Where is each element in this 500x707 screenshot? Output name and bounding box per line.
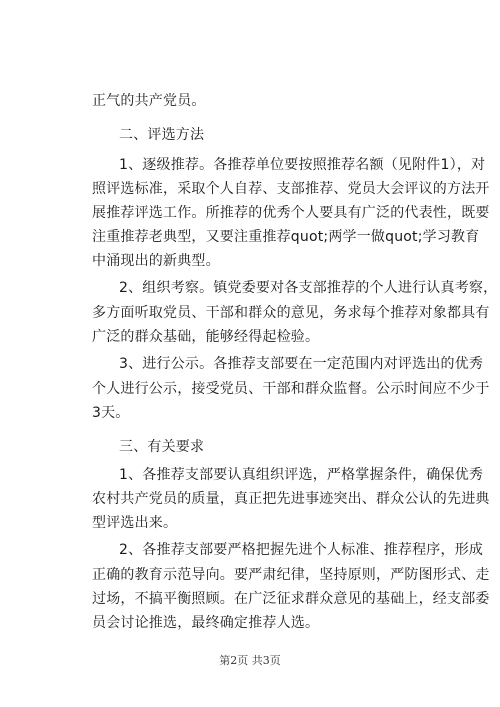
- text-line: 1、各推荐支部要认真组织评选，严格掌握条件，确保优秀: [119, 467, 484, 483]
- section-heading: 三、有关要求: [119, 439, 205, 455]
- text-line: 正气的共产党员。: [92, 93, 206, 109]
- text-line: 中涌现出的新典型。: [92, 253, 220, 269]
- text-line: 2、各推荐支部要严格把握先进个人标准、推荐程序，形成: [119, 542, 484, 558]
- text-line: 注重推荐老典型，又要注重推荐quot;两学一做quot;学习教育: [92, 229, 480, 245]
- text-line: 广泛的群众基础，能够经得起检验。: [92, 329, 320, 345]
- text-line: 2、组织考察。镇党委要对各支部推荐的个人进行认真考察，: [119, 280, 498, 296]
- text-line: 正确的教育示范导向。要严肃纪律，坚持原则，严防图形式、走: [92, 567, 490, 583]
- text-line: 3天。: [92, 405, 130, 421]
- text-line: 展推荐评选工作。所推荐的优秀个人要具有广泛的代表性，既要: [92, 205, 490, 221]
- text-line: 员会讨论推选，最终确定推荐人选。: [92, 615, 320, 631]
- section-heading: 二、评选方法: [119, 127, 205, 143]
- text-line: 型评选出来。: [92, 515, 178, 531]
- page-footer: 第2页 共3页: [219, 654, 281, 667]
- text-line: 1、逐级推荐。各推荐单位要按照推荐名额（见附件1），对: [119, 157, 486, 173]
- text-line: 个人进行公示，接受党员、干部和群众监督。公示时间应不少于: [92, 381, 490, 397]
- text-line: 农村共产党员的质量，真正把先进事迹突出、群众公认的先进典: [92, 491, 490, 507]
- text-line: 照评选标准，采取个人自荐、支部推荐、党员大会评议的方法开: [92, 181, 490, 197]
- text-line: 3、进行公示。各推荐支部要在一定范围内对评选出的优秀: [119, 356, 484, 372]
- text-line: 多方面听取党员、干部和群众的意见，务求每个推荐对象都具有: [92, 305, 490, 321]
- text-line: 过场，不搞平衡照顾。在广泛征求群众意见的基础上，经支部委: [92, 591, 490, 607]
